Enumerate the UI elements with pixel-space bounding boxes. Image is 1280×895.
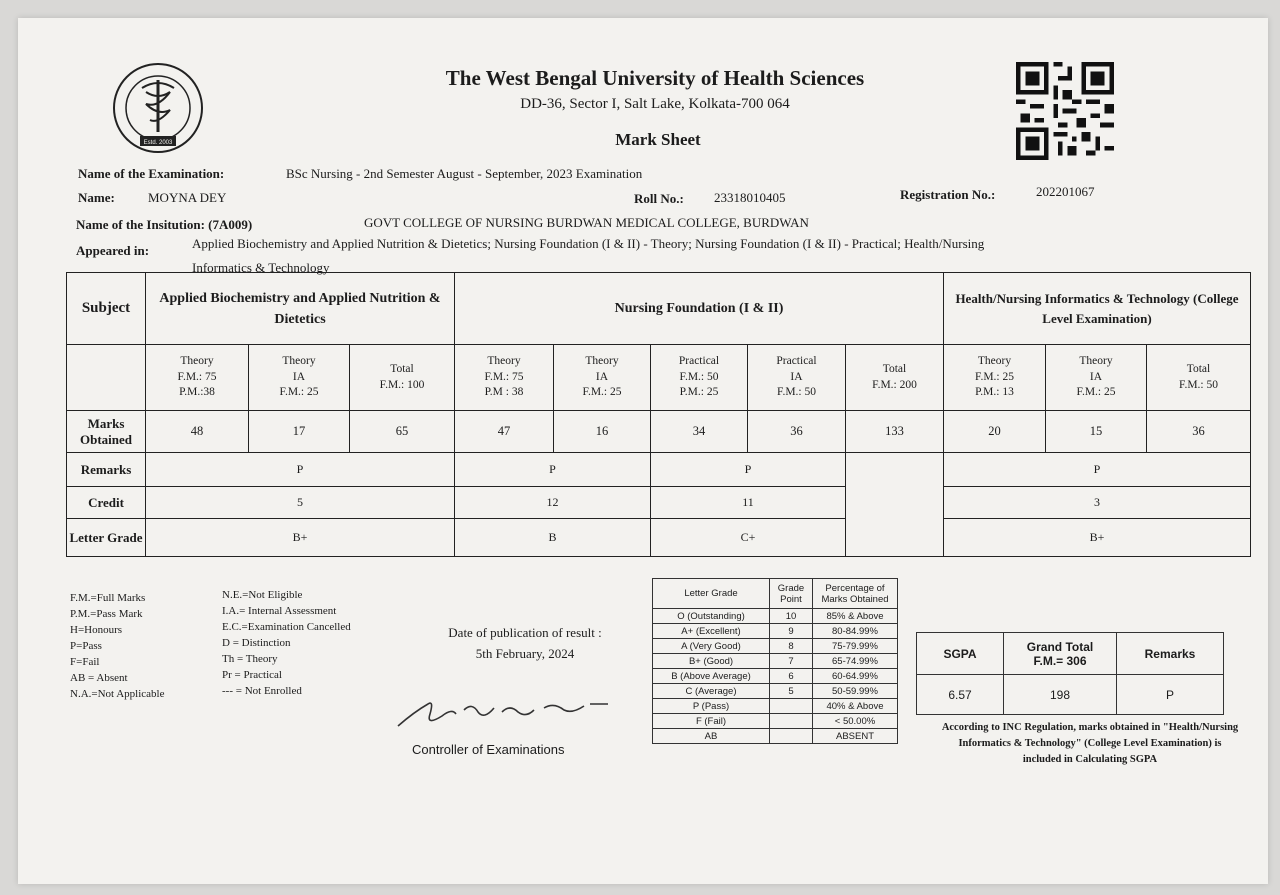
sgpa-label: SGPA — [917, 633, 1004, 675]
grand-total-value: 198 — [1004, 675, 1117, 715]
inc-regulation-note: According to INC Regulation, marks obtained in "Health/Nursing Informatics & Technology" (College Level Examination) is included in Calculating SGPA — [941, 722, 1239, 765]
credit-cell: 11 — [651, 487, 846, 519]
col-header: Total F.M.: 200 — [846, 345, 944, 411]
subject-nursing-foundation: Nursing Foundation (I & II) — [455, 273, 944, 345]
col-header: Theory IA F.M.: 25 — [249, 345, 350, 411]
credit-cell: 5 — [146, 487, 455, 519]
marks-cell: 36 — [748, 411, 846, 453]
grade-scale-table: Letter Grade Grade Point Percentage of Marks Obtained O (Outstanding) 10 85% & Above A+ (Excellent) 9 80-84.99% A (Very Good) 8 75-79.99% B+ (Good) 7 65-74.99% B (Above Average) 6 60-64.99% C (Average) 5 50-59.99% P (Pass) 40% & Above F (Fail) < 50.00% AB ABSENT — [652, 578, 898, 744]
sheet-title: Mark Sheet — [615, 130, 701, 149]
university-address: DD-36, Sector I, Salt Lake, Kolkata-700 064 — [520, 96, 790, 112]
controller-signature — [394, 692, 624, 734]
marks-table — [66, 272, 1251, 557]
subject-health-informatics: Health/Nursing Informatics & Technology (College Level Examination) — [944, 273, 1251, 345]
grade-cell: B+ — [146, 519, 455, 557]
remarks-cell: P — [455, 453, 651, 487]
subject-header-label: Subject — [67, 273, 146, 345]
marks-cell: 16 — [554, 411, 651, 453]
appeared-line-1: Applied Biochemistry and Applied Nutrition & Dietetics; Nursing Foundation (I & II) - Theory; Nursing Foundation (I & II) - Practical; Health/Nursing — [192, 236, 985, 251]
registration-label: Registration No.: — [900, 187, 996, 202]
remarks-cell: P — [944, 453, 1251, 487]
marks-obtained-label: Marks Obtained — [67, 411, 146, 453]
university-title: The West Bengal University of Health Sciences — [445, 66, 865, 90]
grade-cell: C+ — [651, 519, 846, 557]
roll-label: Roll No.: — [634, 191, 684, 206]
col-header: Practical IA F.M.: 50 — [748, 345, 846, 411]
name-value: MOYNA DEY — [148, 190, 227, 205]
col-header: Theory F.M.: 75 P.M : 38 — [455, 345, 554, 411]
credit-label: Credit — [67, 487, 146, 519]
credit-cell: 12 — [455, 487, 651, 519]
summary-remarks-value: P — [1117, 675, 1224, 715]
summary-remarks-label: Remarks — [1117, 633, 1224, 675]
marks-cell: 15 — [1046, 411, 1147, 453]
publication-date-block — [430, 622, 620, 664]
sgpa-value: 6.57 — [917, 675, 1004, 715]
controller-label: Controller of Examinations — [412, 742, 565, 757]
remarks-cell: P — [651, 453, 846, 487]
appeared-label: Appeared in: — [76, 243, 150, 258]
registration-value: 202201067 — [1036, 184, 1095, 199]
marks-cell: 20 — [944, 411, 1046, 453]
marks-cell: 17 — [249, 411, 350, 453]
marks-cell: 47 — [455, 411, 554, 453]
grade-cell: B — [455, 519, 651, 557]
exam-label: Name of the Examination: — [78, 166, 225, 181]
svg-text:Estd. 2003: Estd. 2003 — [143, 140, 173, 146]
marks-cell: 48 — [146, 411, 249, 453]
marks-cell: 133 — [846, 411, 944, 453]
col-header: Theory F.M.: 75 P.M.:38 — [146, 345, 249, 411]
marks-cell: 65 — [350, 411, 455, 453]
col-header: Theory F.M.: 25 P.M.: 13 — [944, 345, 1046, 411]
roll-value: 23318010405 — [714, 190, 786, 205]
exam-value: BSc Nursing - 2nd Semester August - September, 2023 Examination — [286, 166, 643, 181]
col-header: Theory IA F.M.: 25 — [554, 345, 651, 411]
col-header: Total F.M.: 100 — [350, 345, 455, 411]
col-header: Practical F.M.: 50 P.M.: 25 — [651, 345, 748, 411]
grade-cell: B+ — [944, 519, 1251, 557]
col-header: Theory IA F.M.: 25 — [1046, 345, 1147, 411]
letter-grade-label: Letter Grade — [67, 519, 146, 557]
name-label: Name: — [78, 190, 115, 205]
institution-value: GOVT COLLEGE OF NURSING BURDWAN MEDICAL COLLEGE, BURDWAN — [364, 215, 809, 230]
grand-total-header: Grand Total F.M.= 306 — [1004, 633, 1117, 675]
institution-label: Name of the Insitution: (7A009) — [76, 217, 253, 232]
abbreviations-col-1: F.M.=Full Marks P.M.=Pass Mark H=Honours P=Pass F=Fail AB = Absent N.A.=Not Applicable — [70, 592, 165, 700]
appeared-line-2: Informatics & Technology — [192, 260, 330, 275]
credit-cell: 3 — [944, 487, 1251, 519]
subject-applied-biochemistry: Applied Biochemistry and Applied Nutrition & Dietetics — [146, 273, 455, 345]
publication-date: 5th February, 2024 — [475, 646, 575, 661]
remarks-label: Remarks — [67, 453, 146, 487]
abbreviations-col-2: N.E.=Not Eligible I.A.= Internal Assessment E.C.=Examination Cancelled D = Distinction Th = Theory Pr = Practical --- = Not Enrolled — [222, 589, 351, 697]
publication-label: Date of publication of result : — [448, 625, 602, 640]
remarks-cell: P — [146, 453, 455, 487]
col-header: Total F.M.: 50 — [1147, 345, 1251, 411]
marks-cell: 36 — [1147, 411, 1251, 453]
marks-cell: 34 — [651, 411, 748, 453]
sgpa-summary-table — [916, 632, 1224, 715]
